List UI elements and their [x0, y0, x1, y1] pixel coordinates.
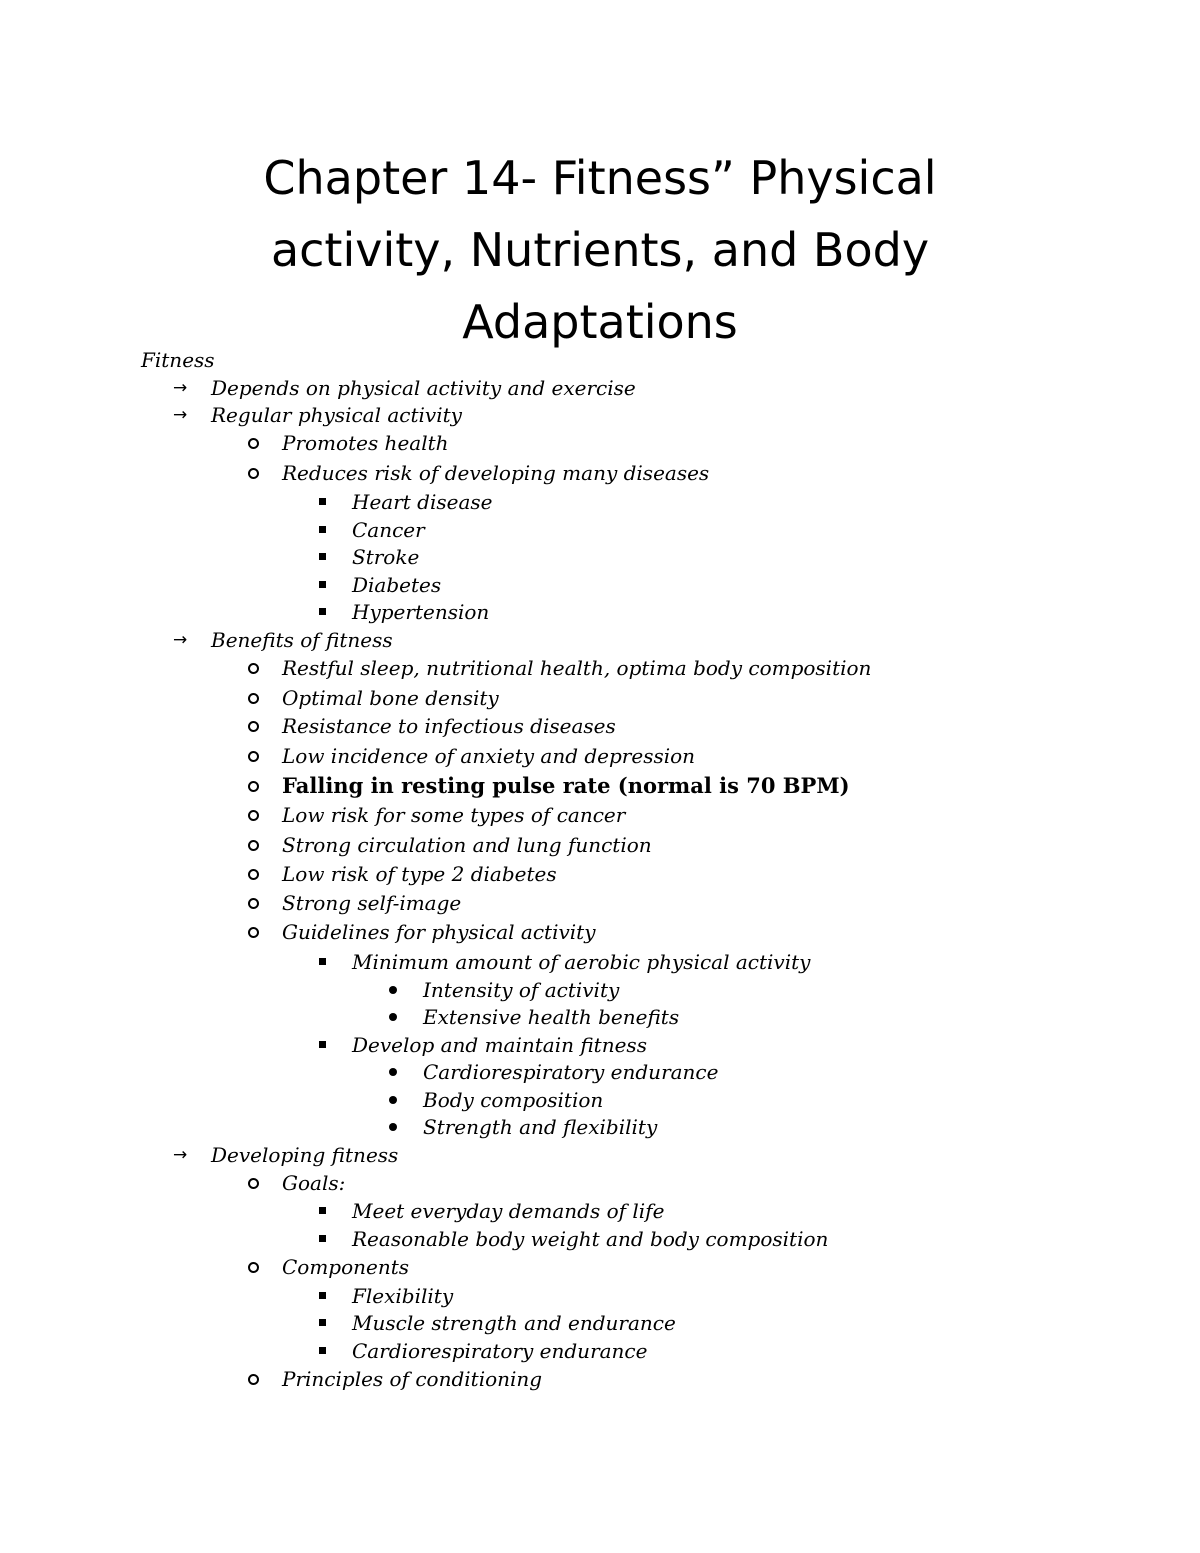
list-item-text: Heart disease — [352, 490, 493, 514]
list-item-text: Muscle strength and endurance — [352, 1311, 676, 1335]
list-item-text: Regular physical activity — [211, 403, 462, 427]
disc-bullet-icon — [389, 1096, 397, 1104]
list-item-text: Cardiorespiratory endurance — [352, 1339, 648, 1363]
list-item-text: Developing fitness — [211, 1143, 399, 1167]
circle-bullet-icon — [248, 693, 259, 704]
arrow-bullet-icon: → — [173, 378, 188, 398]
circle-bullet-icon — [248, 438, 259, 449]
list-item-text: Benefits of fitness — [211, 628, 393, 652]
square-bullet-icon — [319, 1319, 326, 1326]
list-item-text: Strength and flexibility — [423, 1115, 658, 1139]
title-line: activity, Nutrients, and Body — [270, 223, 930, 277]
list-item-text: Stroke — [352, 545, 420, 569]
disc-bullet-icon — [389, 1068, 397, 1076]
list-item-text: Intensity of activity — [423, 978, 620, 1002]
square-bullet-icon — [319, 958, 326, 965]
list-item-text: Minimum amount of aerobic physical activity — [352, 950, 811, 974]
circle-bullet-icon — [248, 1374, 259, 1385]
title-line: Chapter 14- Fitness” Physical — [263, 151, 937, 205]
list-item-text: Restful sleep, nutritional health, optima body composition — [282, 656, 872, 680]
list-item-text: Low risk for some types of cancer — [282, 803, 626, 827]
list-item-text: Strong self-image — [282, 891, 462, 915]
list-item-text: Cardiorespiratory endurance — [423, 1060, 719, 1084]
list-item-text: Falling in resting pulse rate (normal is 70 BPM) — [282, 773, 850, 798]
list-item-text: Reasonable body weight and body composition — [352, 1227, 829, 1251]
square-bullet-icon — [319, 581, 326, 588]
list-item-text: Low risk of type 2 diabetes — [282, 862, 557, 886]
disc-bullet-icon — [389, 986, 397, 994]
list-item-text: Cancer — [352, 518, 425, 542]
list-item-text: Promotes health — [282, 431, 449, 455]
list-item-text: Develop and maintain fitness — [352, 1033, 647, 1057]
title-line: Adaptations — [462, 295, 738, 349]
circle-bullet-icon — [248, 781, 259, 792]
circle-bullet-icon — [248, 840, 259, 851]
arrow-bullet-icon: → — [173, 1145, 188, 1165]
circle-bullet-icon — [248, 898, 259, 909]
list-item-text: Body composition — [423, 1088, 604, 1112]
list-item-text: Optimal bone density — [282, 686, 499, 710]
disc-bullet-icon — [389, 1123, 397, 1131]
list-item-text: Strong circulation and lung function — [282, 833, 652, 857]
circle-bullet-icon — [248, 927, 259, 938]
arrow-bullet-icon: → — [173, 630, 188, 650]
list-item-text: Resistance to infectious diseases — [282, 714, 616, 738]
list-item-text: Extensive health benefits — [423, 1005, 680, 1029]
list-item-text: Guidelines for physical activity — [282, 920, 596, 944]
disc-bullet-icon — [389, 1013, 397, 1021]
list-item-text: Goals: — [282, 1171, 346, 1195]
square-bullet-icon — [319, 526, 326, 533]
circle-bullet-icon — [248, 751, 259, 762]
list-item-text: Principles of conditioning — [282, 1367, 543, 1391]
circle-bullet-icon — [248, 1178, 259, 1189]
square-bullet-icon — [319, 553, 326, 560]
list-item-text: Low incidence of anxiety and depression — [282, 744, 696, 768]
circle-bullet-icon — [248, 663, 259, 674]
circle-bullet-icon — [248, 468, 259, 479]
circle-bullet-icon — [248, 1262, 259, 1273]
circle-bullet-icon — [248, 869, 259, 880]
list-item-text: Hypertension — [352, 600, 490, 624]
arrow-bullet-icon: → — [173, 405, 188, 425]
square-bullet-icon — [319, 1292, 326, 1299]
list-item-text: Reduces risk of developing many diseases — [282, 461, 710, 485]
circle-bullet-icon — [248, 810, 259, 821]
list-item-text: Components — [282, 1255, 410, 1279]
circle-bullet-icon — [248, 721, 259, 732]
list-item-text: Meet everyday demands of life — [352, 1199, 665, 1223]
list-item-text: Diabetes — [352, 573, 442, 597]
square-bullet-icon — [319, 1041, 326, 1048]
section-heading-text: Fitness — [141, 348, 215, 372]
square-bullet-icon — [319, 1235, 326, 1242]
square-bullet-icon — [319, 1207, 326, 1214]
list-item-text: Depends on physical activity and exercise — [211, 376, 636, 400]
square-bullet-icon — [319, 498, 326, 505]
square-bullet-icon — [319, 1347, 326, 1354]
list-item-text: Flexibility — [352, 1284, 454, 1308]
square-bullet-icon — [319, 608, 326, 615]
